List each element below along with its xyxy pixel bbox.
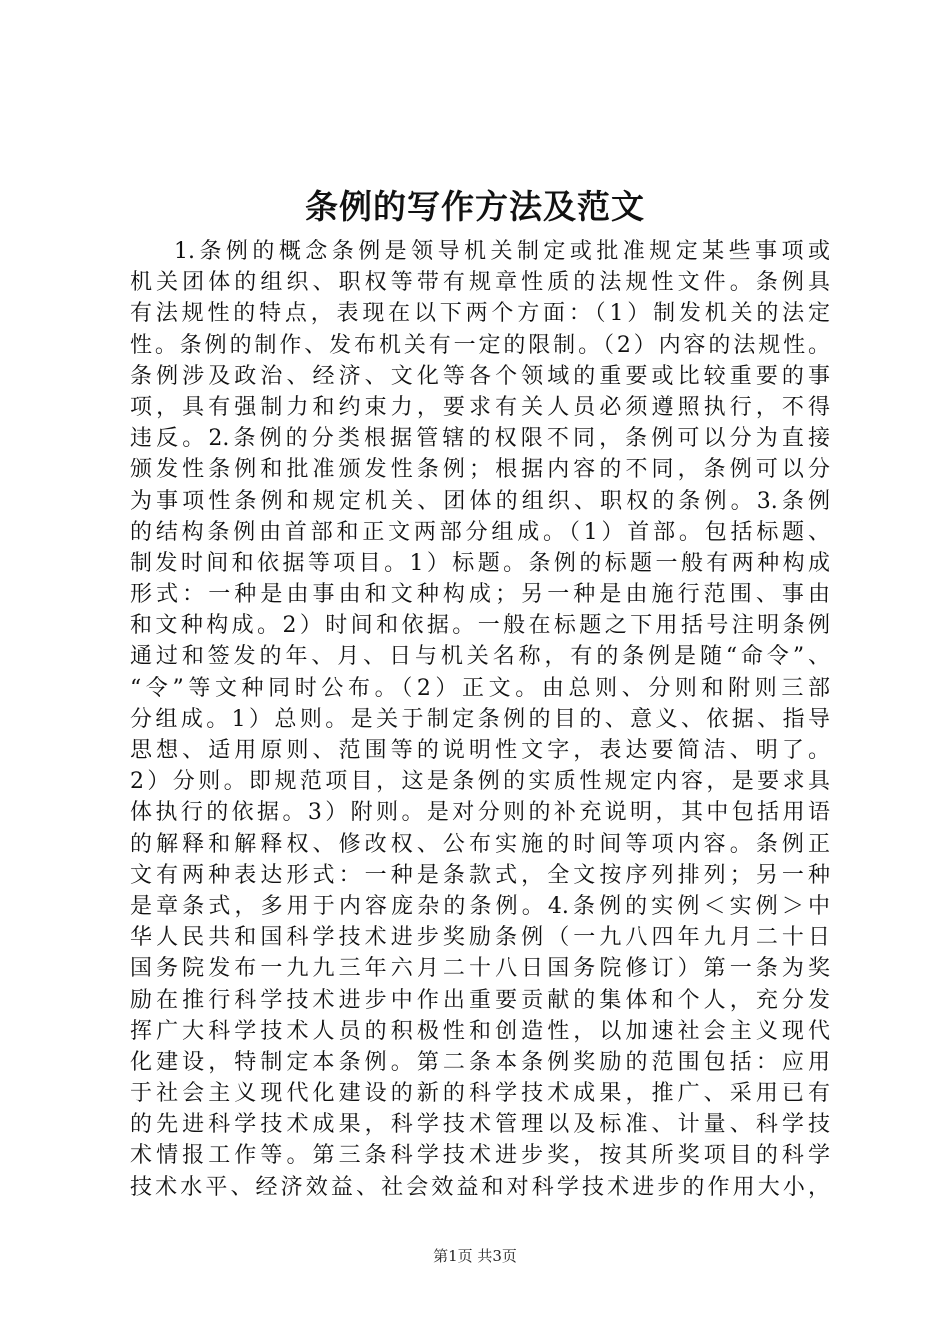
body-line: 条例涉及政治、经济、文化等各个领域的重要或比较重要的事 [130,363,830,389]
body-line: 制发时间和依据等项目。1）标题。条例的标题一般有两种构成 [130,550,830,576]
body-line: 形式：一种是由事由和文种构成；另一种是由施行范围、事由 [130,582,830,608]
body-line: 化建设，特制定本条例。第二条本条例奖励的范围包括：应用 [130,1049,830,1075]
body-line: 的结构条例由首部和正文两部分组成。（1）首部。包括标题、 [130,519,830,545]
body-line: 的先进科学技术成果，科学技术管理以及标准、计量、科学技 [130,1112,830,1138]
body-line: 1.条例的概念条例是领导机关制定或批准规定某些事项或 [174,239,830,264]
body-line: 为事项性条例和规定机关、团体的组织、职权的条例。3.条例 [130,488,830,514]
body-line: 技术水平、经济效益、社会效益和对科学技术进步的作用大小， [130,1174,830,1200]
body-line: 颁发性条例和批准颁发性条例；根据内容的不同，条例可以分 [130,457,830,483]
body-line: 术情报工作等。第三条科学技术进步奖，按其所奖项目的科学 [130,1143,830,1169]
body-line: 有法规性的特点，表现在以下两个方面：（1）制发机关的法定 [130,301,830,327]
body-line: “令”等文种同时公布。（2）正文。由总则、分则和附则三部 [130,675,830,701]
body-line: 华人民共和国科学技术进步奖励条例（一九八四年九月二十日 [130,925,830,951]
body-line: 2）分则。即规范项目，这是条例的实质性规定内容，是要求具 [130,769,830,795]
body-line: 励在推行科学技术进步中作出重要贡献的集体和个人，充分发 [130,987,830,1013]
body-line: 是章条式，多用于内容庞杂的条例。4.条例的实例＜实例＞中 [130,893,830,919]
body-line: 挥广大科学技术人员的积极性和创造性，以加速社会主义现代 [130,1018,830,1044]
body-line: 通过和签发的年、月、日与机关名称，有的条例是随“命令”、 [130,644,830,670]
body-line: 项，具有强制力和约束力，要求有关人员必须遵照执行，不得 [130,394,830,420]
body-line: 国务院发布一九九三年六月二十八日国务院修订）第一条为奖 [130,956,830,982]
body-line: 和文种构成。2）时间和依据。一般在标题之下用括号注明条例 [130,613,830,639]
body-line: 机关团体的组织、职权等带有规章性质的法规性文件。条例具 [130,270,830,296]
body-line: 的解释和解释权、修改权、公布实施的时间等项内容。条例正 [130,831,830,857]
document-body [130,236,830,1203]
body-line: 性。条例的制作、发布机关有一定的限制。（2）内容的法规性。 [130,332,830,358]
body-line: 思想、适用原则、范围等的说明性文字，表达要简洁、明了。 [130,738,830,763]
body-line: 体执行的依据。3）附则。是对分则的补充说明，其中包括用语 [130,800,830,826]
body-line: 违反。2.条例的分类根据管辖的权限不同，条例可以分为直接 [130,426,830,452]
document-title: 条例的写作方法及范文 [305,187,645,226]
body-line: 分组成。1）总则。是关于制定条例的目的、意义、依据、指导 [130,706,830,732]
body-line: 于社会主义现代化建设的新的科学技术成果，推广、采用已有 [130,1081,830,1107]
body-line: 文有两种表达形式：一种是条款式，全文按序列排列；另一种 [130,862,830,888]
page-number-footer: 第1页 共3页 [433,1247,517,1265]
